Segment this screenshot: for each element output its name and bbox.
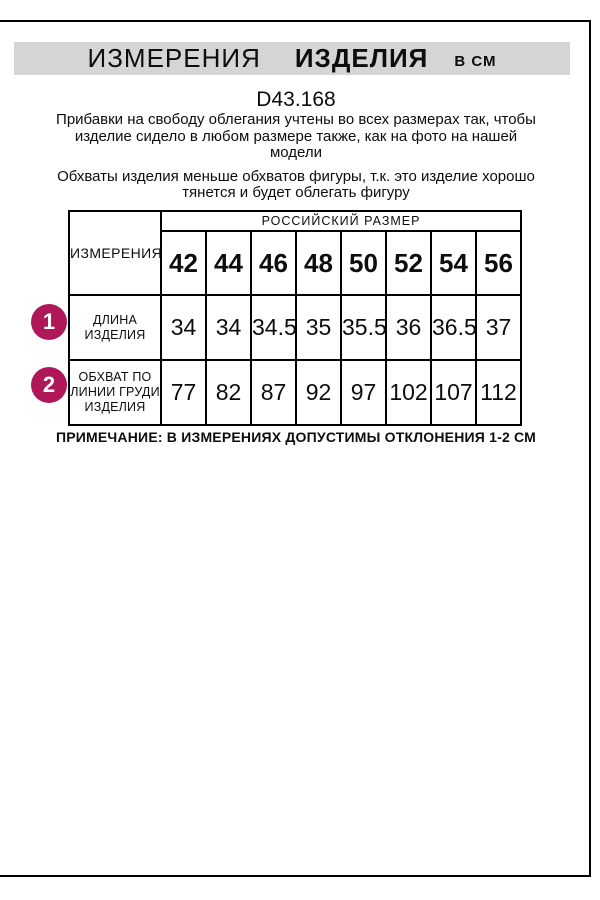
length-value: 37	[476, 295, 521, 360]
intro-text	[0, 112, 592, 209]
length-value: 36.5	[431, 295, 476, 360]
table-row-length	[69, 295, 521, 360]
table-row-chest	[69, 360, 521, 425]
header-title-measurements: ИЗМЕРЕНИЯ	[87, 43, 261, 73]
size-col-header: 54	[431, 231, 476, 295]
chest-value: 102	[386, 360, 431, 425]
header-title-product: ИЗДЕЛИЯ	[294, 43, 429, 73]
chest-value: 87	[251, 360, 296, 425]
length-value: 35.5	[341, 295, 386, 360]
row-marker-1-number: 1	[42, 309, 56, 334]
length-value: 36	[386, 295, 431, 360]
header-bar	[14, 42, 570, 75]
header-unit-label: В СМ	[454, 52, 497, 70]
chest-value: 112	[476, 360, 521, 425]
intro-paragraph-stretch	[0, 169, 592, 202]
table-corner-label: ИЗМЕРЕНИЯ	[69, 211, 161, 295]
size-col-header: 42	[161, 231, 206, 295]
intro-line: тянется и будет облегать фигуру	[182, 184, 410, 201]
row-marker-2-number: 2	[42, 372, 56, 397]
product-code: D43.168	[256, 88, 336, 111]
size-col-header: 48	[296, 231, 341, 295]
chest-value: 97	[341, 360, 386, 425]
size-col-header: 46	[251, 231, 296, 295]
length-value: 35	[296, 295, 341, 360]
row-label-length: ДЛИНА ИЗДЕЛИЯ	[69, 295, 161, 360]
chest-value: 77	[161, 360, 206, 425]
intro-line: Прибавки на свободу облегания учтены во всех размерах так, чтобы	[56, 111, 536, 128]
length-value: 34.5	[251, 295, 296, 360]
size-col-header: 44	[206, 231, 251, 295]
row-marker-1-badge	[31, 304, 67, 340]
intro-line: модели	[269, 144, 323, 161]
size-col-header: 56	[476, 231, 521, 295]
length-value: 34	[206, 295, 251, 360]
intro-line: Обхваты изделия меньше обхватов фигуры, т.к. это изделие хорошо	[57, 167, 535, 185]
intro-paragraph-fit	[0, 112, 592, 162]
row-label-chest: ОБХВАТ ПО ЛИНИИ ГРУДИ ИЗДЕЛИЯ	[69, 360, 161, 425]
size-col-header: 52	[386, 231, 431, 295]
note-text: ПРИМЕЧАНИЕ: В ИЗМЕРЕНИЯХ ДОПУСТИМЫ ОТКЛОНЕНИЯ 1-2 СМ	[55, 429, 537, 445]
chest-value: 107	[431, 360, 476, 425]
size-col-header: 50	[341, 231, 386, 295]
size-table	[68, 210, 522, 426]
chest-value: 82	[206, 360, 251, 425]
row-marker-2-badge	[31, 367, 67, 403]
intro-line: изделие сидело в любом размере также, как на фото на нашей	[74, 127, 518, 145]
table-group-header-russian-size: РОССИЙСКИЙ РАЗМЕР	[161, 211, 521, 231]
length-value: 34	[161, 295, 206, 360]
chest-value: 92	[296, 360, 341, 425]
